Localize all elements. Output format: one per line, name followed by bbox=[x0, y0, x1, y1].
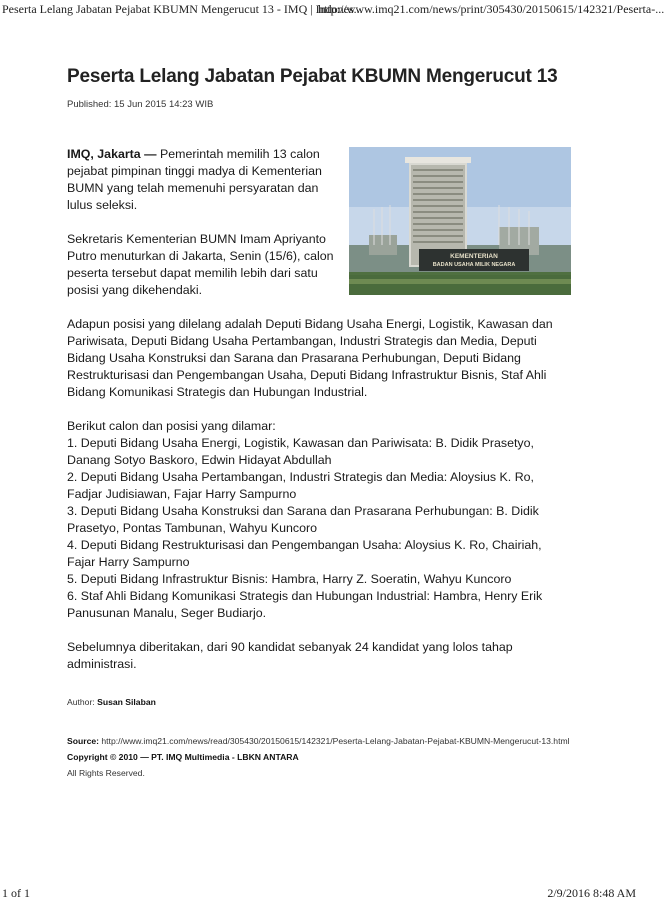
list-item: 5. Deputi Bidang Infrastruktur Bisnis: Hambra, Harry Z. Soeratin, Wahyu Kuncoro bbox=[67, 572, 512, 586]
list-item: 6. Staf Ahli Bidang Komunikasi Strategis dan Hubungan Industrial: Hambra, Henry Erik Panusunan Manalu, Seger Budiarjo. bbox=[67, 589, 543, 620]
print-datetime: 2/9/2016 8:48 AM bbox=[547, 886, 636, 900]
candidate-list-intro: Berikut calon dan posisi yang dilamar: bbox=[67, 419, 276, 433]
paragraph-2: Sekretaris Kementerian BUMN Imam Apriyanto Putro menuturkan di Jakarta, Senin (15/6), calon peserta tersebut dapat memilih lebih dari satu posisi yang dikehendaki. bbox=[67, 232, 334, 297]
copyright-text: Copyright © 2010 — PT. IMQ Multimedia - LBKN ANTARA bbox=[67, 752, 299, 762]
list-item: 4. Deputi Bidang Restrukturisasi dan Pengembangan Usaha: Aloysius K. Ro, Chairiah, Fajar Harry Sampurno bbox=[67, 538, 542, 569]
list-item: 3. Deputi Bidang Usaha Konstruksi dan Sarana dan Prasarana Perhubungan: B. Didik Prasetyo, Pontas Tambunan, Wahyu Kuncoro bbox=[67, 504, 539, 535]
print-footer bbox=[0, 886, 638, 901]
list-item: 2. Deputi Bidang Usaha Pertambangan, Industri Strategis dan Media: Aloysius K. Ro, Fadjar Judisiawan, Fajar Harry Sampurno bbox=[67, 470, 534, 501]
print-header-url: http://www.imq21.com/news/print/305430/20150615/142321/Peserta-... bbox=[318, 2, 664, 16]
rights-text: All Rights Reserved. bbox=[67, 768, 145, 778]
author-name: Susan Silaban bbox=[97, 697, 156, 707]
source-line bbox=[67, 733, 571, 749]
building-photo-image bbox=[349, 147, 571, 295]
article-body bbox=[67, 146, 571, 673]
source-label: Source: bbox=[67, 736, 99, 746]
paragraph-3: Adapun posisi yang dilelang adalah Deputi Bidang Usaha Energi, Logistik, Kawasan dan Pariwisata, Deputi Bidang Usaha Pertambangan, Industri Strategis dan Media, Deputi Bidang Usaha Konstruksi dan Sarana dan Prasarana Perhubungan, Deputi Bidang Restrukturisasi dan Pengembangan Usaha, Deputi Bidang Infrastruktur Bisnis, Staf Ahli Bidang Komunikasi Strategis dan Hubungan Industrial. bbox=[67, 317, 553, 399]
print-header-title: Peserta Lelang Jabatan Pejabat KBUMN Mengerucut 13 - IMQ | Indones... bbox=[2, 2, 363, 16]
dateline: IMQ, Jakarta — bbox=[67, 147, 157, 161]
print-header bbox=[0, 2, 664, 17]
article-photo bbox=[349, 147, 571, 295]
author-line bbox=[67, 697, 571, 707]
author-label: Author: bbox=[67, 697, 95, 707]
photo-sign-line1: KEMENTERIAN bbox=[450, 253, 498, 260]
published-date: Published: 15 Jun 2015 14:23 WIB bbox=[67, 99, 214, 110]
list-item: 1. Deputi Bidang Usaha Energi, Logistik, Kawasan dan Pariwisata: B. Didik Prasetyo, Danang Sotyo Baskoro, Edwin Hidayat Abdullah bbox=[67, 436, 534, 467]
candidate-list bbox=[67, 418, 571, 622]
source-link[interactable]: http://www.imq21.com/news/read/305430/20150615/142321/Peserta-Lelang-Jabatan-Pejabat-KBUMN-Mengerucut-13.html bbox=[101, 736, 570, 746]
page-number: 1 of 1 bbox=[2, 886, 30, 900]
paragraph-1-text: Pemerintah memilih 13 calon pejabat pimpinan tinggi madya di Kementerian BUMN yang telah memenuhi persyaratan dan lulus seleksi. bbox=[67, 147, 322, 212]
photo-sign-line2: BADAN USAHA MILIK NEGARA bbox=[432, 262, 516, 268]
article-title: Peserta Lelang Jabatan Pejabat KBUMN Mengerucut 13 bbox=[67, 66, 558, 87]
article bbox=[67, 64, 571, 781]
paragraph-closing: Sebelumnya diberitakan, dari 90 kandidat sebanyak 24 kandidat yang lolos tahap administrasi. bbox=[67, 640, 513, 671]
